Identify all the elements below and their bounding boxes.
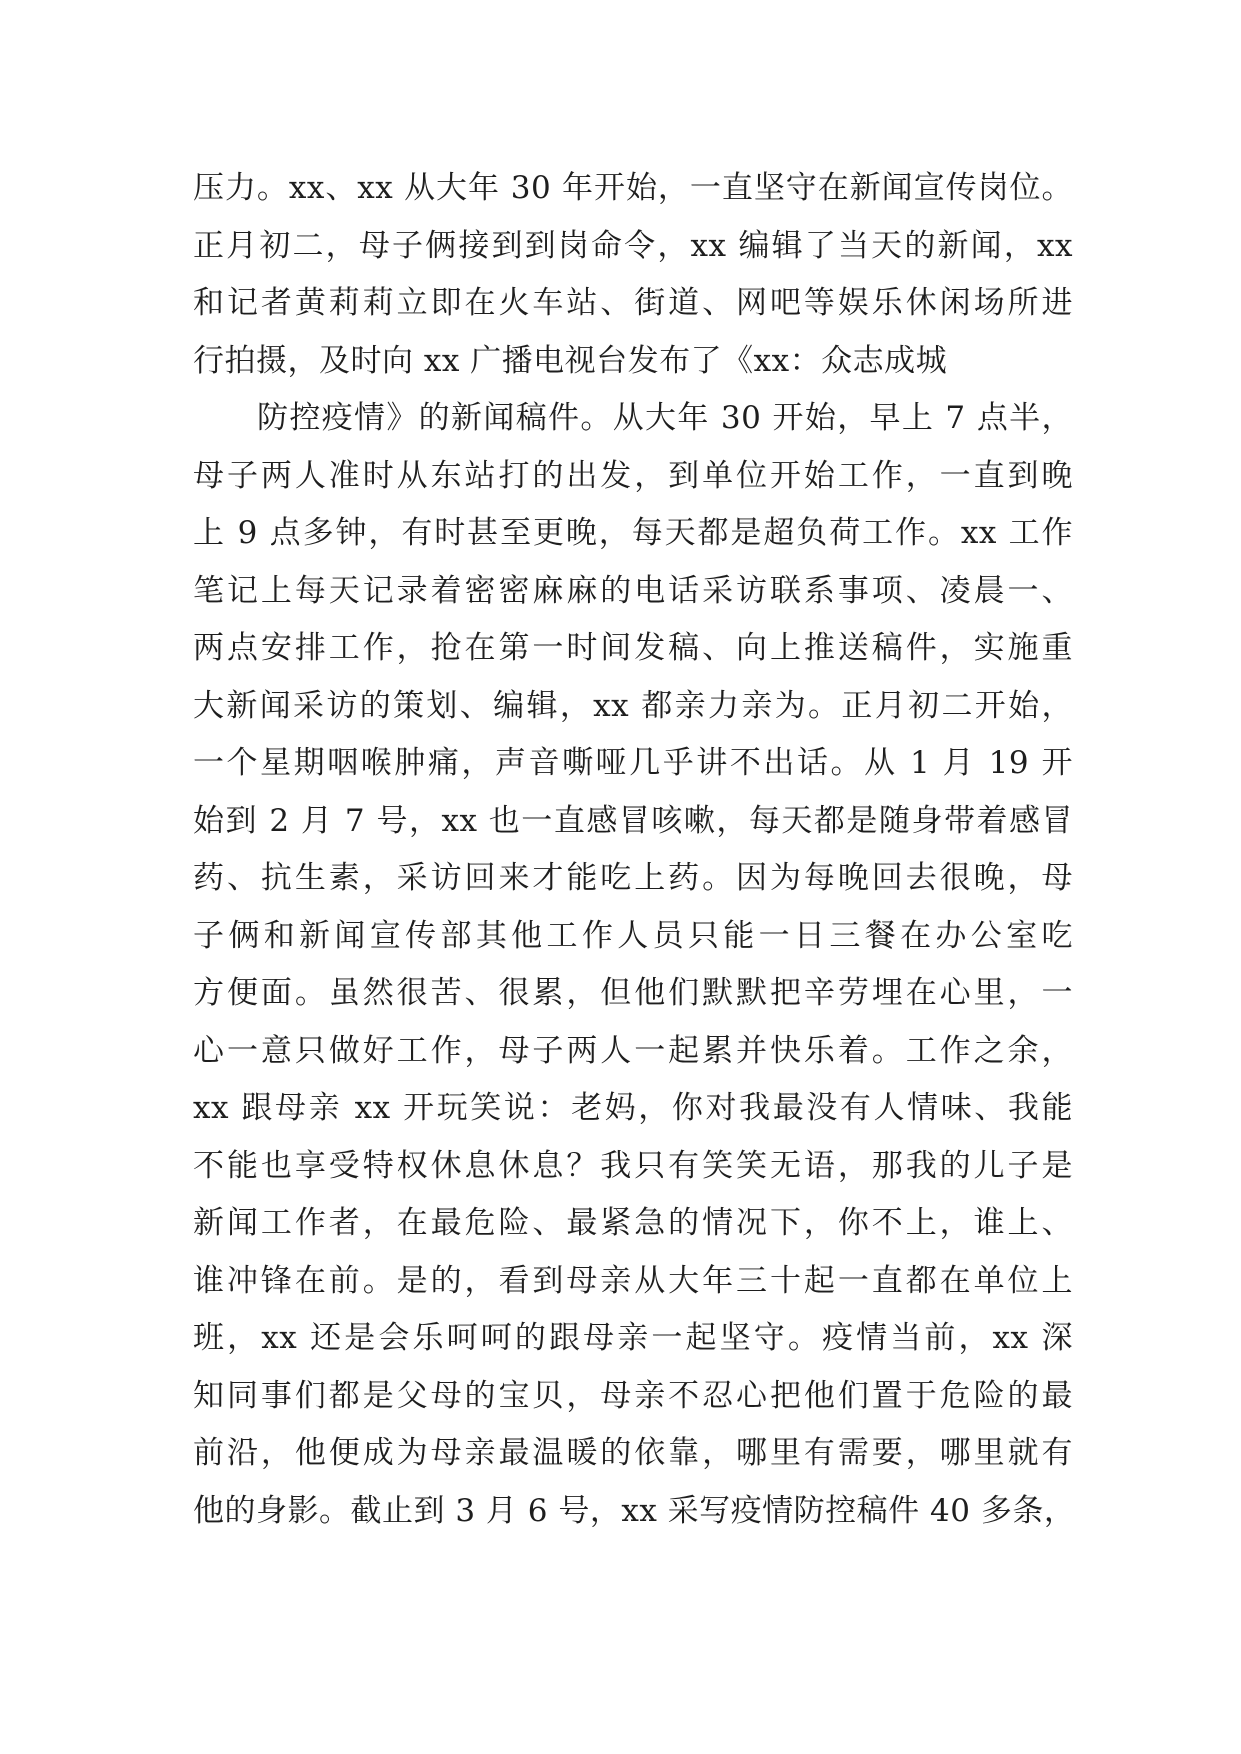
text-line-20: 谁冲锋在前。是的，看到母亲从大年三十起一直都在单位上 (193, 1262, 1073, 1299)
text-line-24: 他的身影。截止到 3 月 6 号，xx 采写疫情防控稿件 40 多条， (193, 1492, 1076, 1529)
text-line-8: 笔记上每天记录着密密麻麻的电话采访联系事项、凌晨一、 (193, 572, 1073, 609)
text-line-7: 上 9 点多钟，有时甚至更晚，每天都是超负荷工作。xx 工作 (193, 515, 1073, 551)
text-line-15: 方便面。虽然很苦、很累，但他们默默把辛劳埋在心里，一 (193, 975, 1073, 1011)
text-line-6: 母子两人准时从东站打的出发，到单位开始工作，一直到晚 (193, 457, 1073, 494)
text-line-16: 心一意只做好工作，母子两人一起累并快乐着。工作之余， (193, 1032, 1073, 1069)
text-line-3: 和记者黄莉莉立即在火车站、街道、网吧等娱乐休闲场所进 (193, 285, 1073, 321)
text-line-9: 两点安排工作，抢在第一时间发稿、向上推送稿件，实施重 (193, 630, 1073, 666)
text-line-11: 一个星期咽喉肿痛，声音嘶哑几乎讲不出话。从 1 月 19 开 (193, 745, 1073, 781)
text-line-19: 新闻工作者，在最危险、最紧急的情况下，你不上，谁上、 (193, 1205, 1073, 1241)
text-line-21: 班，xx 还是会乐呵呵的跟母亲一起坚守。疫情当前，xx 深 (193, 1320, 1073, 1356)
text-line-22: 知同事们都是父母的宝贝，母亲不忍心把他们置于危险的最 (193, 1377, 1073, 1414)
text-line-18: 不能也享受特权休息休息？我只有笑笑无语，那我的儿子是 (193, 1147, 1073, 1184)
text-line-4: 行拍摄，及时向 xx 广播电视台发布了《xx：众志成城 (193, 342, 948, 379)
text-line-14: 子俩和新闻宣传部其他工作人员只能一日三餐在办公室吃 (193, 917, 1073, 954)
text-line-5: 防控疫情》的新闻稿件。从大年 30 开始，早上 7 点半， (257, 400, 1073, 436)
text-line-13: 药、抗生素，采访回来才能吃上药。因为每晚回去很晚，母 (193, 860, 1073, 896)
text-line-1: 压力。xx、xx 从大年 30 年开始，一直坚守在新闻宣传岗位。 (193, 170, 1073, 206)
text-line-17: xx 跟母亲 xx 开玩笑说：老妈，你对我最没有人情味、我能 (193, 1090, 1073, 1126)
body-text (193, 160, 1076, 1540)
text-line-12: 始到 2 月 7 号，xx 也一直感冒咳嗽，每天都是随身带着感冒 (193, 802, 1073, 839)
text-line-23: 前沿，他便成为母亲最温暖的依靠，哪里有需要，哪里就有 (193, 1435, 1073, 1471)
text-line-2: 正月初二，母子俩接到到岗命令，xx 编辑了当天的新闻，xx (193, 227, 1073, 264)
text-line-10: 大新闻采访的策划、编辑，xx 都亲力亲为。正月初二开始， (193, 687, 1073, 724)
